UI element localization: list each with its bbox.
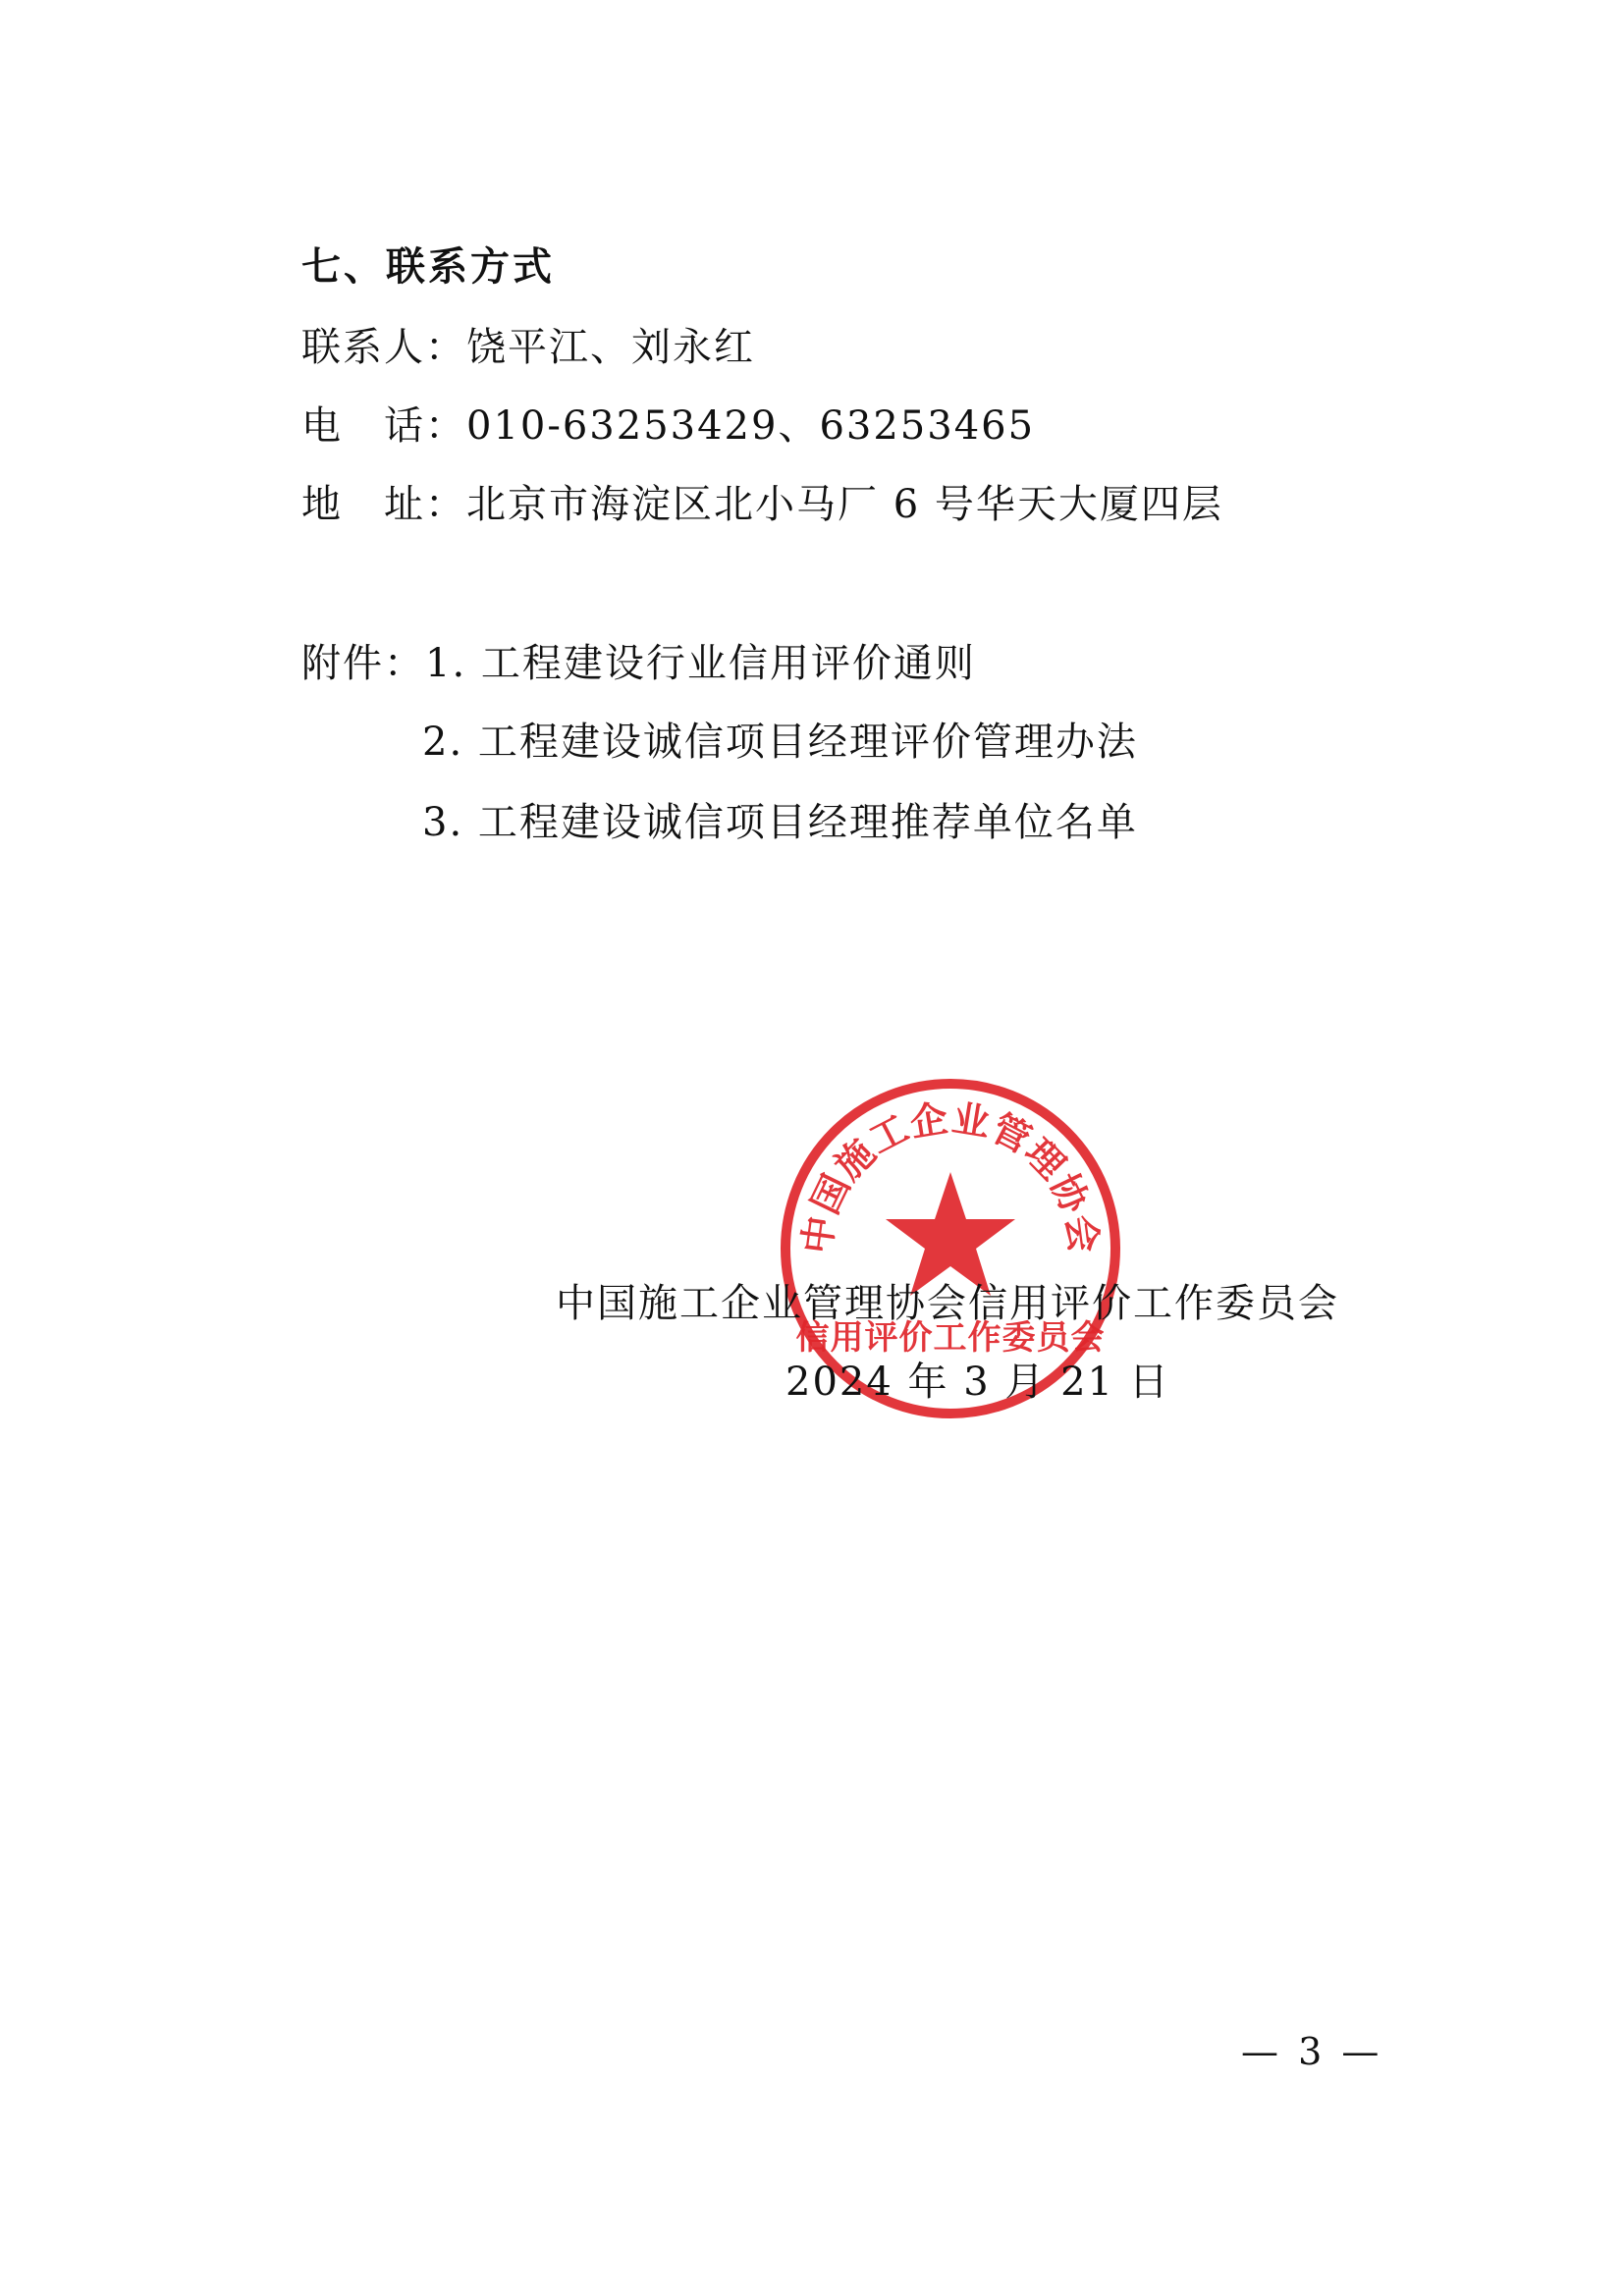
section-heading: 七、联系方式 bbox=[301, 244, 555, 290]
attachment-item-1: 附件：1. 工程建设行业信用评价通则 bbox=[301, 641, 976, 686]
svg-text:信用评价工作委员会: 信用评价工作委员会 bbox=[795, 1318, 1106, 1358]
page-number: — 3 — bbox=[1241, 2030, 1383, 2073]
signature-date: 2024 年 3 月 21 日 bbox=[785, 1360, 1170, 1405]
attachment-item-2: 2. 工程建设诚信项目经理评价管理办法 bbox=[422, 720, 1138, 765]
attachment-item-3: 3. 工程建设诚信项目经理推荐单位名单 bbox=[422, 800, 1138, 845]
svg-text:中国施工企业管理协会: 中国施工企业管理协会 bbox=[794, 1095, 1107, 1256]
contact-phone-line: 电 话：010-63253429、63253465 bbox=[301, 403, 1036, 449]
contact-person-line: 联系人：饶平江、刘永红 bbox=[301, 325, 755, 370]
contact-address-line: 地 址：北京市海淀区北小马厂 6 号华天大厦四层 bbox=[301, 482, 1223, 527]
signature-organization: 中国施工企业管理协会信用评价工作委员会 bbox=[556, 1281, 1339, 1326]
